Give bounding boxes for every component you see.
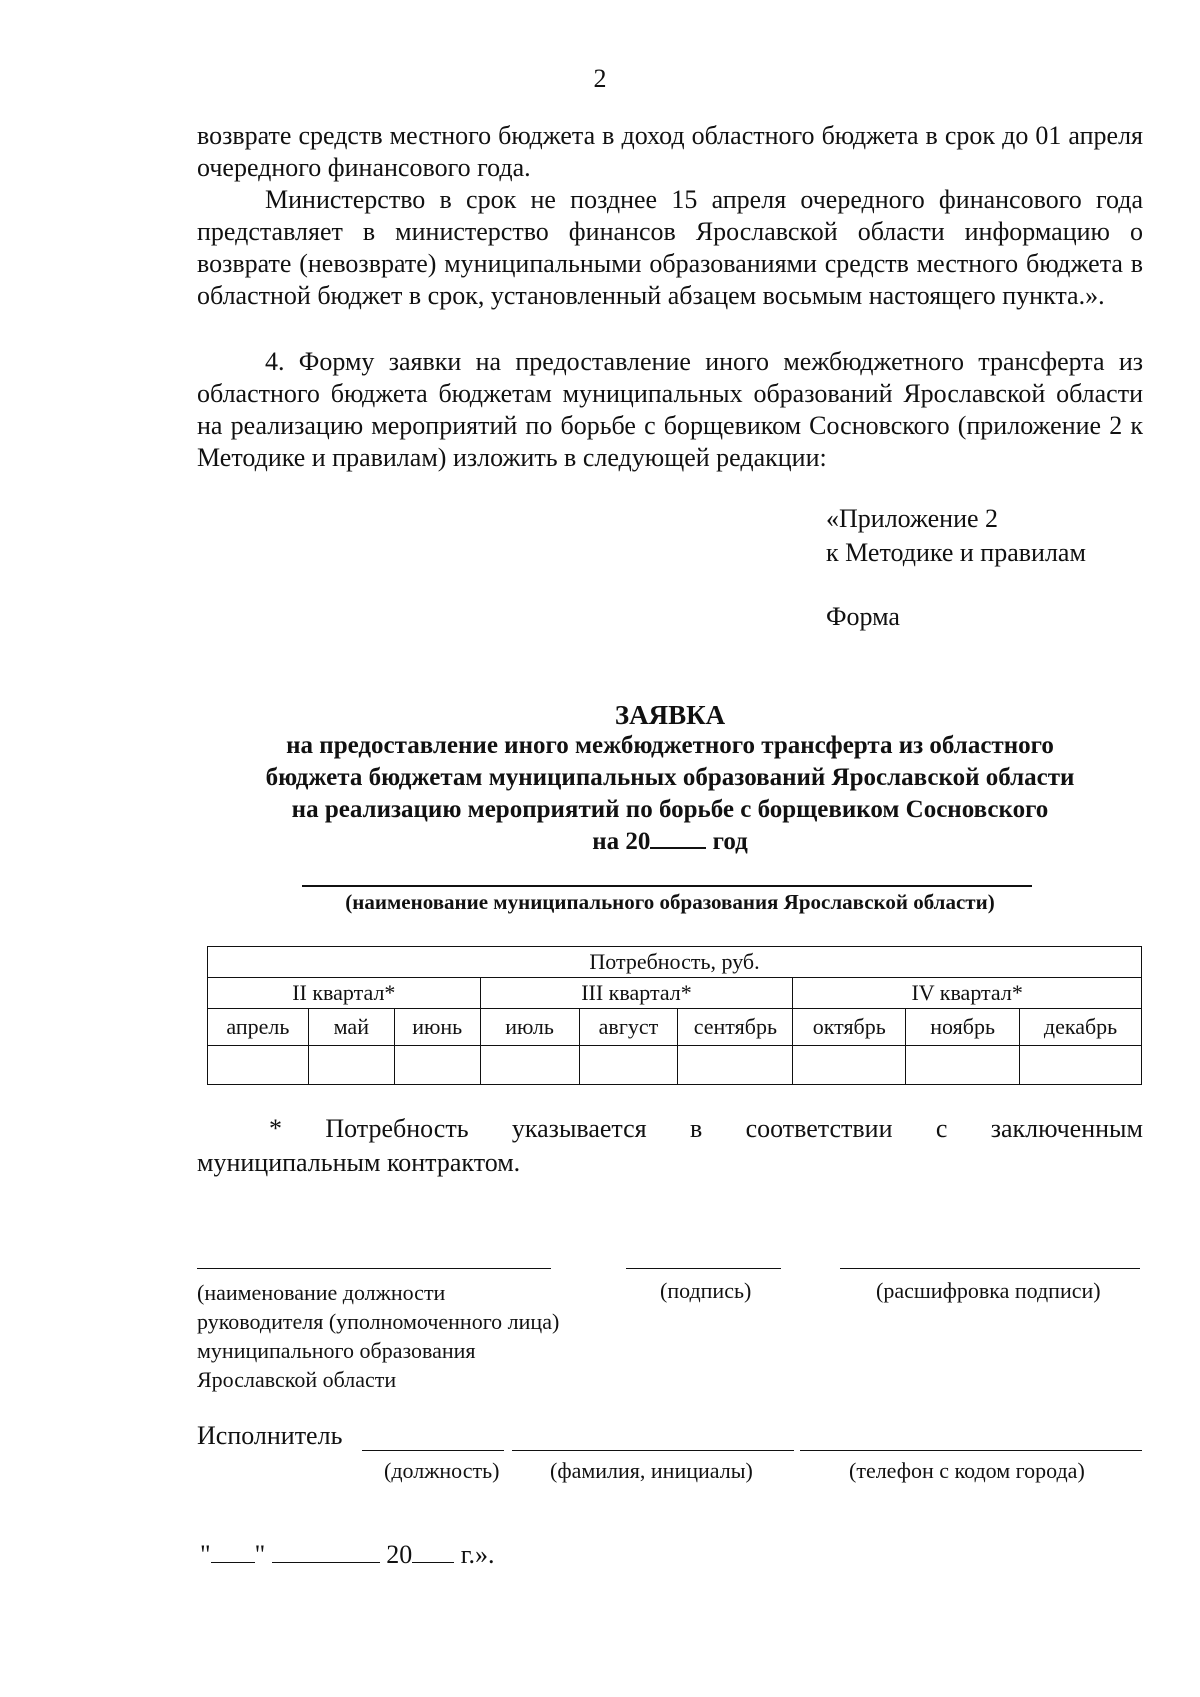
day-blank	[211, 1544, 255, 1563]
date-suffix: г.».	[460, 1540, 495, 1569]
value-cell-july[interactable]	[480, 1046, 579, 1085]
decode-caption: (расшифровка подписи)	[876, 1278, 1101, 1303]
executor-label: Исполнитель	[197, 1421, 343, 1450]
title-year-line	[197, 826, 1143, 858]
footnote-word: соответствии	[745, 1114, 893, 1143]
municipality-caption: (наименование муниципального образования Ярославской области)	[345, 890, 995, 914]
date-close-quote: "	[254, 1540, 266, 1569]
title-year-prefix: на 20	[592, 828, 651, 855]
month-may: май	[308, 1009, 394, 1046]
appendix-line-2: к Методике и правилам	[826, 538, 1086, 567]
year-blank-date	[412, 1544, 454, 1563]
signature-blank-line	[626, 1268, 781, 1269]
value-cell-june[interactable]	[394, 1046, 480, 1085]
executor-name-line	[512, 1450, 794, 1451]
quarter-3: III квартал*	[480, 978, 793, 1009]
executor-position-line	[362, 1450, 504, 1451]
page-number: 2	[593, 64, 607, 93]
appendix-line-1: «Приложение 2	[826, 504, 999, 533]
appendix-reference	[826, 502, 1086, 570]
document-title	[197, 730, 1143, 858]
decode-blank-line	[840, 1268, 1140, 1269]
title-line-3: на реализацию мероприятий по борьбе с борщевиком Сосновского	[291, 796, 1049, 823]
month-april: апрель	[208, 1009, 309, 1046]
executor-name-caption: (фамилия, инициалы)	[550, 1458, 753, 1483]
need-table	[207, 946, 1142, 1085]
month-december: декабрь	[1020, 1009, 1142, 1046]
footnote-word: с	[935, 1114, 948, 1143]
month-october: октябрь	[793, 1009, 906, 1046]
executor-phone-caption: (телефон с кодом города)	[849, 1458, 1085, 1483]
month-blank	[272, 1544, 380, 1563]
footnote-line-2: муниципальным контрактом.	[197, 1148, 521, 1177]
paragraph-ministry-report: Министерство в срок не позднее 15 апреля очередного финансового года представляет в министерство финансов Ярославской области информацию о возврате (невозврате) муниципальными образованиями средств местного бюджета в областной бюджет в срок, установленный абзацем восьмым настоящего пункта.».	[197, 185, 1143, 310]
value-cell-september[interactable]	[678, 1046, 793, 1085]
document-heading: ЗАЯВКА	[614, 700, 726, 730]
value-cell-november[interactable]	[906, 1046, 1020, 1085]
footnote-word: Потребность	[325, 1114, 469, 1143]
footnote	[197, 1112, 1143, 1180]
date-line	[200, 1540, 494, 1570]
position-blank-line	[197, 1268, 551, 1269]
footnote-word: заключенным	[990, 1114, 1143, 1143]
date-open-quote: "	[200, 1540, 211, 1569]
signature-caption: (подпись)	[660, 1278, 752, 1303]
title-line-2: бюджета бюджетам муниципальных образований Ярославской области	[265, 764, 1075, 791]
date-year-prefix: 20	[386, 1540, 413, 1569]
footnote-word: в	[689, 1114, 703, 1143]
footnote-line-1	[197, 1112, 1143, 1146]
quarter-4: IV квартал*	[793, 978, 1142, 1009]
month-november: ноябрь	[906, 1009, 1020, 1046]
value-cell-october[interactable]	[793, 1046, 906, 1085]
form-label: Форма	[826, 602, 900, 631]
municipality-blank-line	[302, 885, 1032, 887]
value-cell-may[interactable]	[308, 1046, 394, 1085]
value-cell-april[interactable]	[208, 1046, 309, 1085]
footnote-word: указывается	[511, 1114, 647, 1143]
title-line-1: на предоставление иного межбюджетного трансферта из областного	[286, 732, 1054, 759]
footnote-word: *	[269, 1114, 282, 1143]
year-blank	[650, 827, 706, 849]
month-july: июль	[480, 1009, 579, 1046]
paragraph-item-4: 4. Форму заявки на предоставление иного межбюджетного трансферта из областного бюджета бюджетам муниципальных образований Ярославской области на реализацию мероприятий по борьбе с борщевиком Сосновского (приложение 2 к Методике и правилам) изложить в следующей редакции:	[197, 347, 1143, 472]
month-august: август	[579, 1009, 678, 1046]
paragraph-return-funds: возврате средств местного бюджета в доход областного бюджета в срок до 01 апреля очередного финансового года.	[197, 121, 1143, 182]
quarter-2: II квартал*	[208, 978, 481, 1009]
position-caption: (наименование должности руководителя (уполномоченного лица) муниципального образования Ярославской области	[197, 1280, 560, 1392]
value-cell-december[interactable]	[1020, 1046, 1142, 1085]
title-year-suffix: год	[712, 828, 748, 855]
month-september: сентябрь	[678, 1009, 793, 1046]
executor-phone-line	[800, 1450, 1142, 1451]
table-header: Потребность, руб.	[208, 947, 1142, 978]
month-june: июнь	[394, 1009, 480, 1046]
executor-position-caption: (должность)	[384, 1458, 500, 1483]
value-cell-august[interactable]	[579, 1046, 678, 1085]
